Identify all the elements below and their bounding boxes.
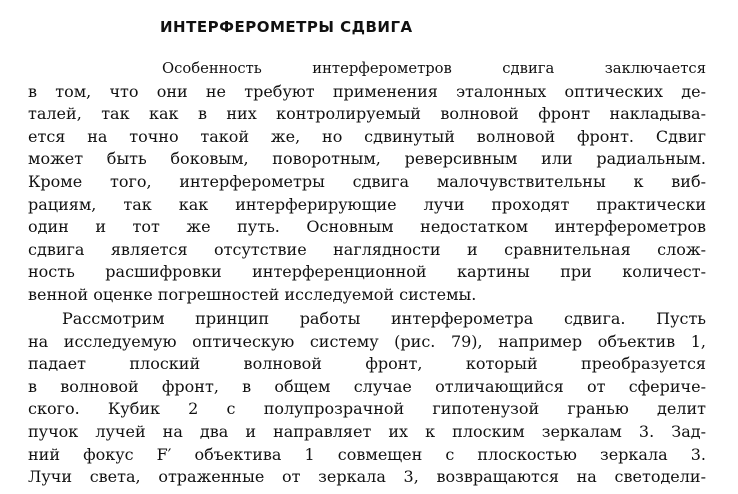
text-line: один и тот же путь. Основным недостатком интерферометров — [28, 217, 706, 237]
text-line: Лучи света, отраженные от зеркала 3, возвращаются на светодели- — [28, 467, 706, 487]
text-line: на исследуемую оптическую систему (рис. 79), например объектив 1, — [28, 331, 706, 351]
text-line: Кроме того, интерферометры сдвига малочувствительны к виб- — [28, 171, 706, 191]
text-line: венной оценке погрешностей исследуемой системы. — [28, 284, 477, 304]
paragraph-2 — [28, 308, 706, 489]
text-line: в волновой фронт, в общем случае отличающийся от сфериче- — [28, 376, 706, 396]
text-line: Особенность интерферометров сдвига заключается — [162, 60, 706, 77]
text-line: ность расшифровки интерференционной картины при количест- — [28, 262, 706, 282]
text-line: сдвига является отсутствие наглядности и сравнительная слож- — [28, 239, 706, 259]
text-line: рациям, так как интерферирующие лучи проходят практически — [28, 194, 706, 214]
text-line: в том, что они не требуют применения эталонных оптических де- — [28, 81, 706, 101]
text-line: ется на точно такой же, но сдвинутый волновой фронт. Сдвиг — [28, 126, 706, 146]
paragraph-1 — [28, 58, 706, 307]
text-line: Рассмотрим принцип работы интерферометра сдвига. Пусть — [62, 309, 706, 328]
text-line: может быть боковым, поворотным, реверсивным или радиальным. — [28, 149, 706, 169]
text-line: ний фокус F′ объектива 1 совмещен с плоскостью зеркала 3. — [28, 444, 706, 464]
text-line: падает плоский волновой фронт, который преобразуется — [28, 354, 706, 374]
text-line: ского. Кубик 2 с полупрозрачной гипотенузой гранью делит — [28, 399, 706, 419]
text-line: пучок лучей на два и направляет их к плоским зеркалам 3. Зад- — [28, 421, 706, 441]
text-line: талей, так как в них контролируемый волновой фронт накладыва- — [28, 104, 706, 124]
section-heading: ИНТЕРФЕРОМЕТРЫ СДВИГА — [160, 18, 413, 36]
